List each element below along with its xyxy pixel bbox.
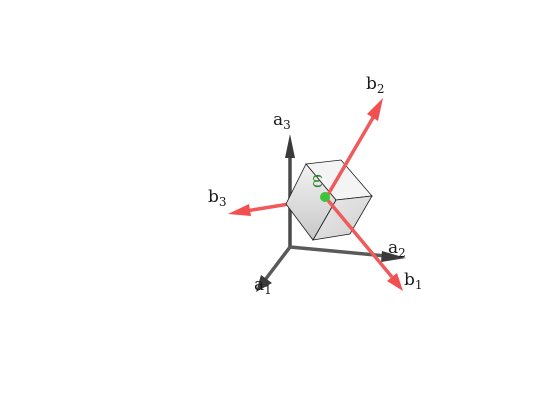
label-b2: $b_2$ (366, 74, 385, 96)
omega-label: ω (308, 174, 328, 188)
label-b3: $b_3$ (208, 187, 227, 209)
omega-dot (320, 192, 330, 202)
label-a2: $a_2$ (388, 238, 406, 260)
label-b1: $b_1$ (404, 270, 423, 292)
label-a1: $a_1$ (254, 275, 272, 297)
label-a3: $a_3$ (273, 110, 291, 132)
